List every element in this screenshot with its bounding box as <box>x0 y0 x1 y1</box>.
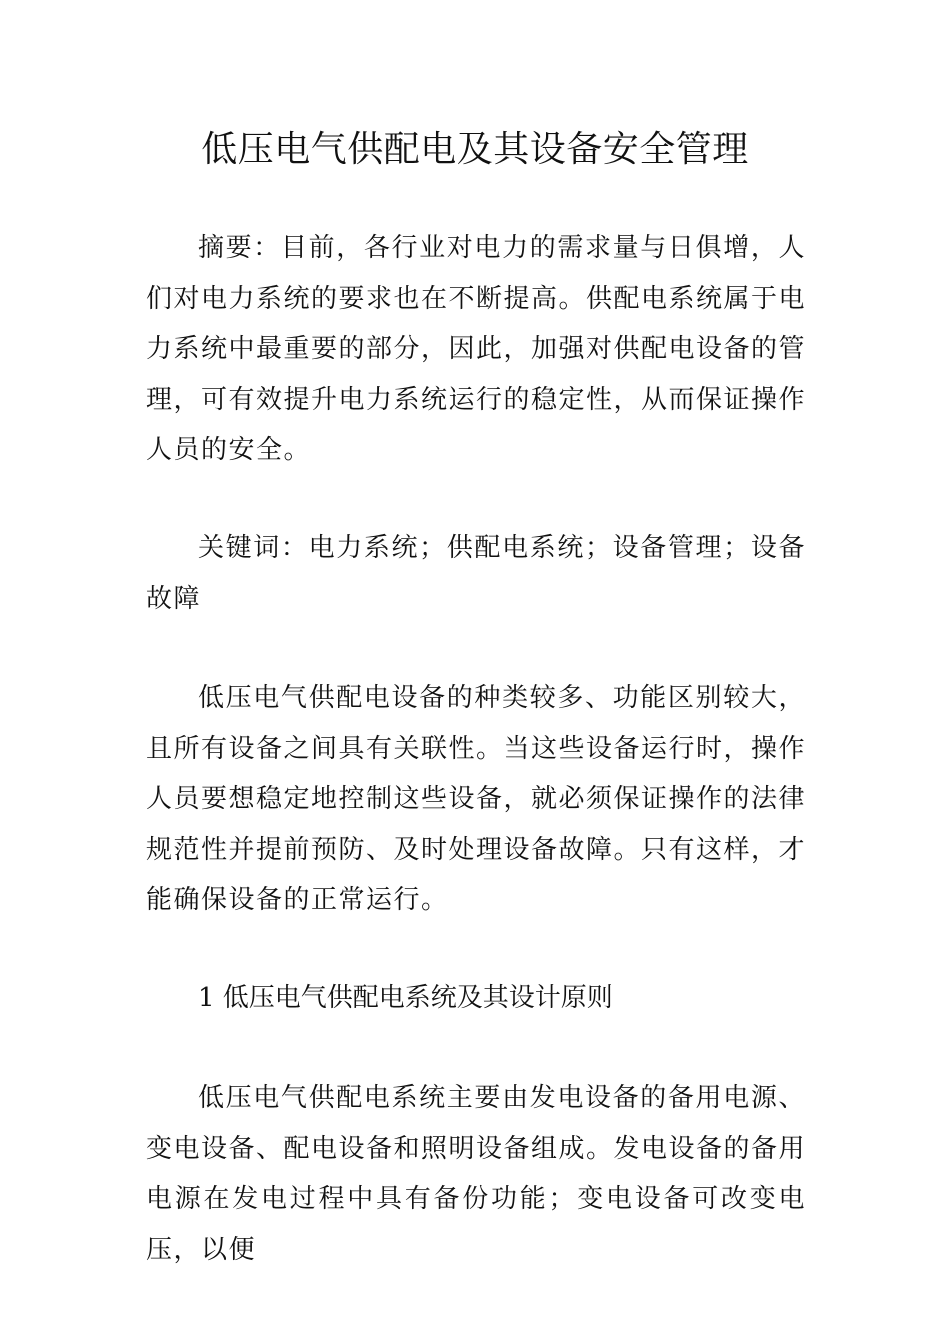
section-body-paragraph: 低压电气供配电系统主要由发电设备的备用电源、变电设备、配电设备和照明设备组成。发电设备的备用电源在发电过程中具有备份功能；变电设备可改变电压，以便 <box>146 1083 807 1265</box>
section-heading: 1 低压电气供配电系统及其设计原则 <box>198 983 613 1013</box>
document-title: 低压电气供配电及其设备安全管理 <box>201 129 749 170</box>
abstract-paragraph: 摘要：目前，各行业对电力的需求量与日俱增，人们对电力系统的要求也在不断提高。供配电系统属于电力系统中最重要的部分，因此，加强对供配电设备的管理，可有效提升电力系统运行的稳定性，从而保证操作人员的安全。 <box>146 233 807 465</box>
intro-paragraph: 低压电气供配电设备的种类较多、功能区别较大，且所有设备之间具有关联性。当这些设备运行时，操作人员要想稳定地控制这些设备，就必须保证操作的法律规范性并提前预防、及时处理设备故障。只有这样，才能确保设备的正常运行。 <box>146 683 807 915</box>
keywords-paragraph: 关键词：电力系统；供配电系统；设备管理；设备故障 <box>146 533 806 614</box>
